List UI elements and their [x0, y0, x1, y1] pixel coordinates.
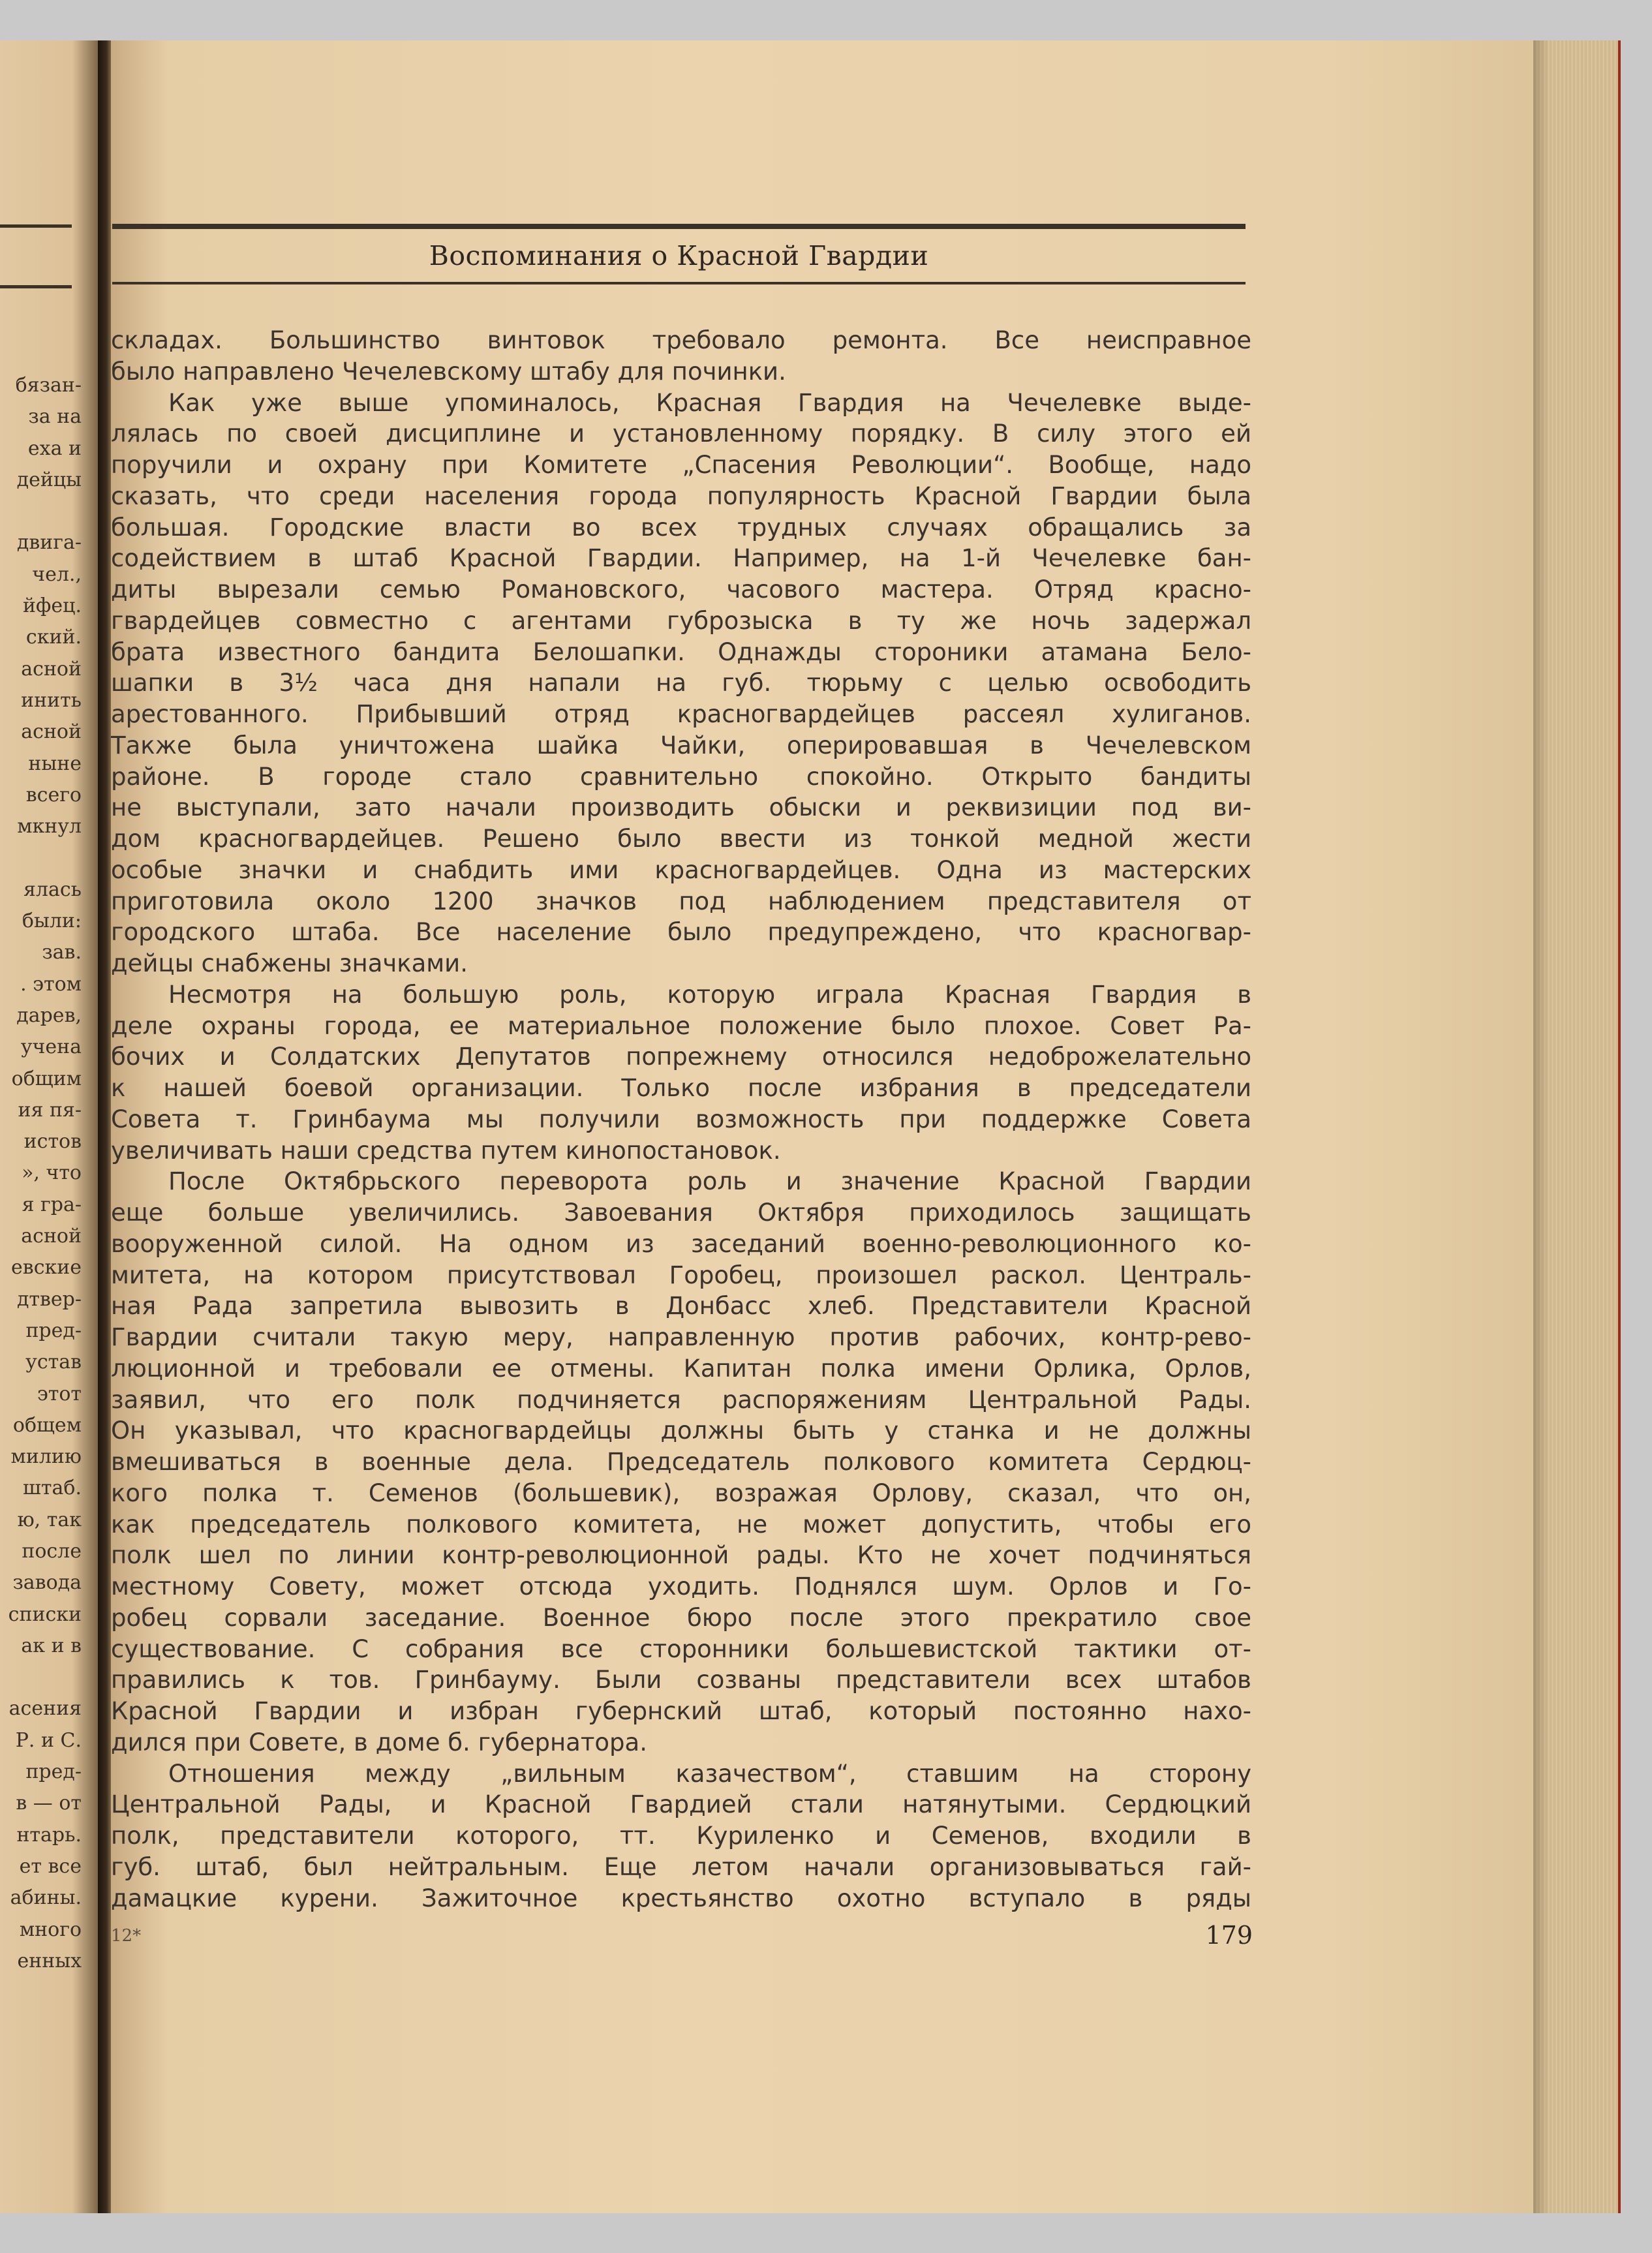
previous-page-line: я гра- [22, 1193, 82, 1216]
text-line: Несмотря на большую роль, которую играла Красная Гвардия в [168, 980, 1251, 1009]
text-line: к нашей боевой организации. Только после избрания в председатели [111, 1074, 1251, 1102]
text-line: складах. Большинство винтовок требовало ремонта. Все неисправное [111, 326, 1251, 354]
text-line: увеличивать наши средства путем кинопостановок. [111, 1136, 781, 1165]
previous-page-rule [0, 224, 72, 228]
text-line: губ. штаб, был нейтральным. Еще летом начали организовываться гай- [111, 1852, 1251, 1881]
previous-page-line: дтвер- [16, 1287, 82, 1311]
previous-page-line: общем [12, 1413, 82, 1437]
text-line: После Октябрьского переворота роль и значение Красной Гвардии [168, 1167, 1251, 1196]
text-line: Совета т. Гринбаума мы получили возможность при поддержке Совета [111, 1105, 1251, 1133]
text-line: Он указывал, что красногвардейцы должны быть у станка и не должны [111, 1417, 1251, 1445]
previous-page-line: нтарь. [16, 1823, 82, 1847]
text-line: Как уже выше упоминалось, Красная Гвардия на Чечелевке выде- [168, 388, 1251, 417]
previous-page-line: чел., [32, 562, 82, 586]
text-line: лялась по своей дисциплине и установленному порядку. В силу этого ей [111, 420, 1251, 448]
previous-page-line: ныне [28, 752, 82, 775]
text-line: Отношения между „вильным казачеством“, ставшим на сторону [168, 1759, 1251, 1788]
page-number: 179 [1205, 1921, 1253, 1950]
previous-page-line: зав. [42, 941, 82, 964]
header-rule-bottom [112, 282, 1246, 284]
previous-page-line: завода [12, 1571, 82, 1595]
text-line: приготовила около 1200 значков под наблюдением представителя от [111, 887, 1251, 915]
previous-page-line: асения [8, 1697, 82, 1721]
previous-page-line: были: [22, 910, 82, 933]
previous-page-line: асной [21, 720, 82, 744]
text-line: правились к тов. Гринбауму. Были созваны представители всех штабов [111, 1666, 1251, 1694]
text-line: поручили и охрану при Комитете „Спасения Революции“. Вообще, надо [111, 451, 1251, 479]
previous-page-line: ет все [19, 1854, 82, 1878]
previous-page-line: еха и [27, 437, 82, 460]
previous-page-line: списки [8, 1602, 82, 1626]
previous-page-line: в — от [16, 1792, 82, 1815]
previous-page-line: милию [10, 1445, 82, 1469]
text-line: полк шел по линии контр-революционной рады. Кто не хочет подчиняться [111, 1541, 1251, 1570]
text-line: большая. Городские власти во всех трудных случаях обращались за [111, 513, 1251, 542]
text-line: районе. В городе стало сравнительно спокойно. Открыто бандиты [111, 762, 1251, 791]
text-line: особые значки и снабдить ими красногвардейцев. Одна из мастерских [111, 855, 1251, 884]
previous-page-line: Р. и С. [15, 1728, 82, 1752]
text-line: дом красногвардейцев. Решено было ввести из тонкой медной жести [111, 825, 1251, 853]
book-gutter [98, 40, 112, 2213]
previous-page-line: бязан- [15, 374, 82, 397]
text-line: кого полка т. Семенов (большевик), возражая Орлову, сказал, что он, [111, 1479, 1251, 1507]
previous-page-line: дарев, [16, 1004, 82, 1027]
previous-page-line: ский. [25, 626, 82, 649]
previous-page-line: асной [21, 1225, 82, 1248]
text-line: Красной Гвардии и избран губернский штаб, который постоянно нахо- [111, 1697, 1251, 1725]
text-line: брата известного бандита Белошапки. Однажды стороники атамана Бело- [111, 637, 1251, 666]
text-line: городского штаба. Все население было предупреждено, что красногвар- [111, 918, 1251, 947]
previous-page-line: ак и в [21, 1634, 82, 1657]
text-line: вмешиваться в военные дела. Председатель полкового комитета Сердюц- [111, 1448, 1251, 1476]
previous-page-line: после [22, 1539, 82, 1563]
previous-page-line: много [19, 1918, 82, 1941]
text-line: дейцы снабжены значками. [111, 949, 468, 977]
previous-page-rule [0, 285, 72, 288]
text-line: Центральной Рады, и Красной Гвардией стали натянутыми. Сердюцкий [111, 1790, 1251, 1819]
previous-page-line: мкнул [17, 815, 82, 838]
previous-page-line: абины. [10, 1886, 82, 1910]
body-text [111, 325, 1251, 1914]
page-edge-shade [1533, 40, 1549, 2213]
previous-page-line: общим [11, 1067, 82, 1090]
header-rule-top [112, 224, 1246, 229]
text-line: не выступали, зато начали производить обыски и реквизиции под ви- [111, 793, 1251, 822]
text-line: шапки в 3½ часа дня напали на губ. тюрьму с целью освободить [111, 669, 1251, 697]
text-line: полк, представители которого, тт. Куриленко и Семенов, входили в [111, 1822, 1251, 1850]
previous-page-text [0, 370, 82, 1977]
previous-page-line: йфец. [22, 594, 82, 618]
text-line: заявил, что его полк подчиняется распоряжениям Центральной Рады. [111, 1385, 1251, 1414]
previous-page-line [0, 496, 82, 527]
signature-mark: 12* [111, 1926, 142, 1946]
previous-page-line: енных [17, 1949, 82, 1972]
text-line: ная Рада запретила вывозить в Донбасс хлеб. Представители Красной [111, 1292, 1251, 1321]
previous-page-strip [0, 40, 103, 2213]
previous-page-line: ия пя- [18, 1098, 82, 1122]
text-line: местному Совету, может отсюда уходить. Поднялся шум. Орлов и Го- [111, 1572, 1251, 1601]
text-line: дамацкие курени. Зажиточное крестьянство охотно вступало в ряды [111, 1884, 1251, 1912]
previous-page-line [0, 842, 82, 874]
previous-page-line: этот [37, 1382, 82, 1405]
previous-page-line: », что [22, 1161, 82, 1185]
previous-page-line: истов [23, 1130, 82, 1154]
previous-page-line: асной [21, 657, 82, 681]
text-line: содействием в штаб Красной Гвардии. Например, на 1-й Чечелевке бан- [111, 544, 1251, 573]
text-line: сказать, что среди населения города популярность Красной Гвардии была [111, 482, 1251, 510]
previous-page-line: . этом [20, 972, 82, 996]
previous-page-line: за на [28, 405, 82, 429]
previous-page-line: устав [25, 1351, 82, 1374]
text-line: вооруженной силой. На одном из заседаний военно-революционного ко- [111, 1229, 1251, 1258]
text-line: арестованного. Прибывший отряд красногвардейцев рассеял хулиганов. [111, 700, 1251, 728]
previous-page-line: ю, так [17, 1508, 82, 1531]
previous-page-line: двига- [16, 531, 82, 555]
text-line: еще больше увеличились. Завоевания Октября приходилось защищать [111, 1199, 1251, 1227]
previous-page-line: пред- [25, 1760, 82, 1784]
text-line: люционной и требовали ее отмены. Капитан полка имени Орлика, Орлов, [111, 1354, 1251, 1383]
text-line: деле охраны города, ее материальное положение было плохое. Совет Ра- [111, 1011, 1251, 1040]
running-title: Воспоминания о Красной Гвардии [429, 240, 929, 271]
text-line: диты вырезали семью Романовского, часового мастера. Отряд красно- [111, 575, 1251, 604]
previous-page-line: штаб. [23, 1477, 82, 1500]
text-line: Также была уничтожена шайка Чайки, оперировавшая в Чечелевском [111, 731, 1251, 759]
previous-page-line: учена [20, 1035, 82, 1059]
text-line: как председатель полкового комитета, не может допустить, чтобы его [111, 1510, 1251, 1539]
previous-page-line: ялась [23, 878, 82, 901]
text-line: бочих и Солдатских Депутатов попрежнему относился недоброжелательно [111, 1043, 1251, 1071]
previous-page-line: всего [25, 783, 82, 806]
previous-page-line [0, 1662, 82, 1693]
text-line: гвардейцев совместно с агентами губрозыска в ту же ночь задержал [111, 606, 1251, 635]
text-line: дился при Совете, в доме б. губернатора. [111, 1728, 647, 1756]
previous-page-line: дейцы [16, 468, 82, 491]
text-line: Гвардии считали такую меру, направленную против рабочих, контр-рево- [111, 1323, 1251, 1351]
text-line: робец сорвали заседание. Военное бюро после этого прекратило свое [111, 1603, 1251, 1632]
previous-page-line: евские [11, 1256, 82, 1280]
previous-page-line: пред- [25, 1319, 82, 1342]
text-line: существование. С собрания все сторонники большевистской тактики от- [111, 1634, 1251, 1663]
previous-page-line: инить [21, 688, 82, 712]
text-line: митета, на котором присутствовал Горобец, произошел раскол. Централь- [111, 1261, 1251, 1289]
text-line: было направлено Чечелевскому штабу для починки. [111, 357, 786, 386]
